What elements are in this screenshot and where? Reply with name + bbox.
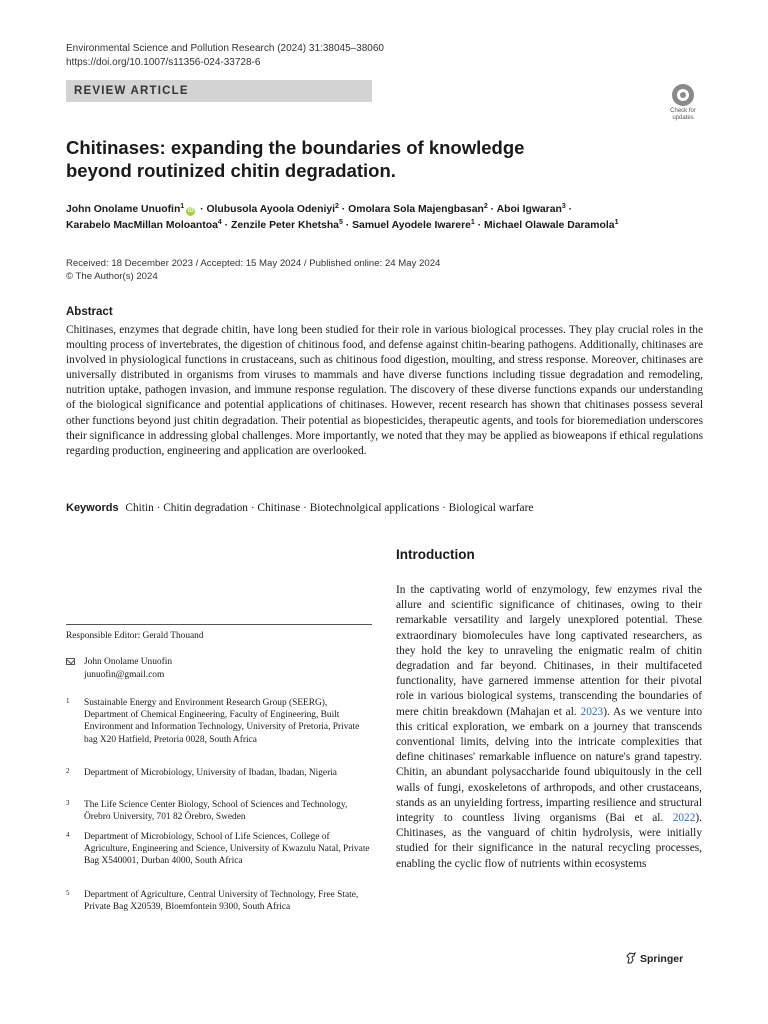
doi-link[interactable]: https://doi.org/10.1007/s11356-024-33728-6 xyxy=(66,57,261,68)
affiliation-1: 1 Sustainable Energy and Environment Research Group (SEERG), Department of Chemical Engineering, Faculty of Engineering, Built Environment and Information Technology, University of Pretoria, Private bag X20 Hatfield, Pretoria 0028, South Africa xyxy=(66,697,360,745)
publication-dates xyxy=(66,257,440,283)
author-name[interactable]: Michael Olawale Daramola xyxy=(484,220,615,231)
copyright-line: © The Author(s) 2024 xyxy=(66,271,158,282)
orcid-icon[interactable]: iD xyxy=(187,208,194,214)
intro-text-part-1: In the captivating world of enzymology, few enzymes rival the allure and scientific significance of chitinases, owing to their remarkable versatility and largely unexplored potential. These extraordinary biomolecules have long captivated researchers, as they hold the key to unraveling the enigmatic realm of chitin degradation and far beyond. Chitinases, in their multifaceted functionality, have garnered immense attention for their pivotal role in various biological systems, transcending the boundaries of mere chitin breakdown (Mahajan et al. xyxy=(396,584,702,718)
affiliation-5: 5 Department of Agriculture, Central University of Technology, Free State, Private Bag X20539, Bloemfontein 9300, South Africa xyxy=(66,889,359,913)
author-name[interactable]: Samuel Ayodele Iwarere xyxy=(352,220,471,231)
affiliation-3: 3 The Life Science Center Biology, School of Sciences and Technology, Örebro University, 701 82 Örebro, Sweden xyxy=(66,799,348,823)
publisher-name: Springer xyxy=(640,953,684,965)
author-separator: · xyxy=(474,220,485,231)
author-affiliation-number: 1 xyxy=(614,219,619,226)
introduction-heading: Introduction xyxy=(396,547,475,562)
article-title: Chitinases: expanding the boundaries of knowledge beyond routinized chitin degradation. xyxy=(66,137,525,181)
author-separator: · xyxy=(197,204,207,215)
check-updates-label: Check for updates xyxy=(670,108,696,121)
author-separator: · xyxy=(221,220,231,231)
author-name[interactable]: John Onolame Unuofin xyxy=(66,204,181,215)
keywords-list: Chitin · Chitin degradation · Chitinase · Biotechnolgical applications · Biological warfare xyxy=(125,502,534,514)
author-name[interactable]: Olubusola Ayoola Odeniyi xyxy=(206,204,335,215)
abstract-text: Chitinases, enzymes that degrade chitin, have long been studied for their role in various biological processes. They play crucial roles in the moulting process of invertebrates, the digestion of chitinous food, and defense against chitin-bearing pathogens. Additionally, chitinases are involved in physiological functions in crustaceans, such as chitinous food digestion, moulting, and stress response. Moreover, chitinases are universally distributed in organisms from viruses to mammals and have diverse functions including tissue degradation and remodeling, nutrition uptake, pathogen invasion, and immune response regulation. The discovery of these diverse functions expands our understanding of the biological significance and potential applications of chitinases. However, recent research has shown that chitinases possess several other functions beyond just chitin degradation. Their potential as biopesticides, therapeutic agents, and tools for bioremediation underscores their significance in addressing global challenges. More importantly, we noted that they may be applied as bioweapons if ethical regulations regarding production, engineering and application are overlooked. xyxy=(66,324,703,457)
affiliation-2: 2 Department of Microbiology, University of Ibadan, Ibadan, Nigeria xyxy=(66,767,337,778)
springer-horse-icon xyxy=(626,952,636,964)
author-affiliation-number: 1 xyxy=(180,203,185,210)
citation-link-mahajan[interactable]: 2023 xyxy=(580,705,604,718)
journal-header xyxy=(66,42,384,70)
author-affiliation-number: 2 xyxy=(335,203,339,210)
corresponding-author-name: John Onolame Unuofin xyxy=(84,657,173,667)
author-separator: · xyxy=(342,220,353,231)
intro-text-part-3: ). Chitinases, as the vanguard of chitin hydrolysis, were initially studied for their significance in the natural recycling processes, enabling the cyclic flow of nutrients within ecosystems xyxy=(396,812,702,870)
citation-link-bai[interactable]: 2022 xyxy=(672,812,696,825)
author-name[interactable]: Karabelo MacMillan Moloantoa xyxy=(66,220,218,231)
author-name[interactable]: Aboi Igwaran xyxy=(496,204,562,215)
article-history: Received: 18 December 2023 / Accepted: 15 May 2024 / Published online: 24 May 2024 xyxy=(66,258,441,269)
article-type-banner: REVIEW ARTICLE xyxy=(66,80,372,102)
corresponding-author-email[interactable]: junuofin@gmail.com xyxy=(84,669,165,680)
author-affiliation-number: 4 xyxy=(217,219,222,226)
introduction-paragraph xyxy=(396,583,702,872)
author-name[interactable]: Omolara Sola Majengbasan xyxy=(348,204,484,215)
check-for-updates-badge[interactable] xyxy=(663,84,703,124)
corresponding-author xyxy=(66,656,372,681)
intro-text-part-2: ). As we venture into this critical exploration, we embark on a journey that transcends conventional limits, delving into the intricate complexities that define chitinases' remarkable influence on nature's grand tapestry. Chitin, an abundant polysaccharide found ubiquitously in the cell walls of fungi, exoskeletons of arthropods, and other crustaceans, stands as an unyielding fortress, imparting resilience and structural integrity to countless living organisms (Bai et al. xyxy=(396,705,703,825)
author-affiliation-number: 5 xyxy=(338,219,343,226)
footnote-divider xyxy=(66,624,372,625)
responsible-editor: Responsible Editor: Gerald Thouand xyxy=(66,631,204,641)
author-line-1 xyxy=(66,202,706,218)
author-affiliation-number: 2 xyxy=(483,203,488,210)
author-separator: · xyxy=(338,204,349,215)
check-updates-icon xyxy=(672,84,694,106)
author-list xyxy=(66,202,706,234)
abstract-heading: Abstract xyxy=(66,306,113,318)
publisher-logo xyxy=(626,952,683,965)
author-affiliation-number: 3 xyxy=(561,203,566,210)
author-affiliation-number: 1 xyxy=(470,219,475,226)
author-line-2 xyxy=(66,218,706,234)
journal-citation: Environmental Science and Pollution Research (2024) 31:38045–38060 xyxy=(66,43,384,54)
author-name[interactable]: Zenzile Peter Khetsha xyxy=(230,220,339,231)
keywords xyxy=(66,501,703,516)
affiliation-4: 4 Department of Microbiology, School of Life Sciences, College of Agriculture, Engineering and Science, University of Kwazulu Natal, Private Bag X540001, Durban 4000, South Africa xyxy=(66,831,370,867)
author-separator: · xyxy=(565,204,573,215)
author-separator: · xyxy=(487,204,497,215)
envelope-icon xyxy=(66,658,75,665)
keywords-heading: Keywords xyxy=(66,502,119,514)
